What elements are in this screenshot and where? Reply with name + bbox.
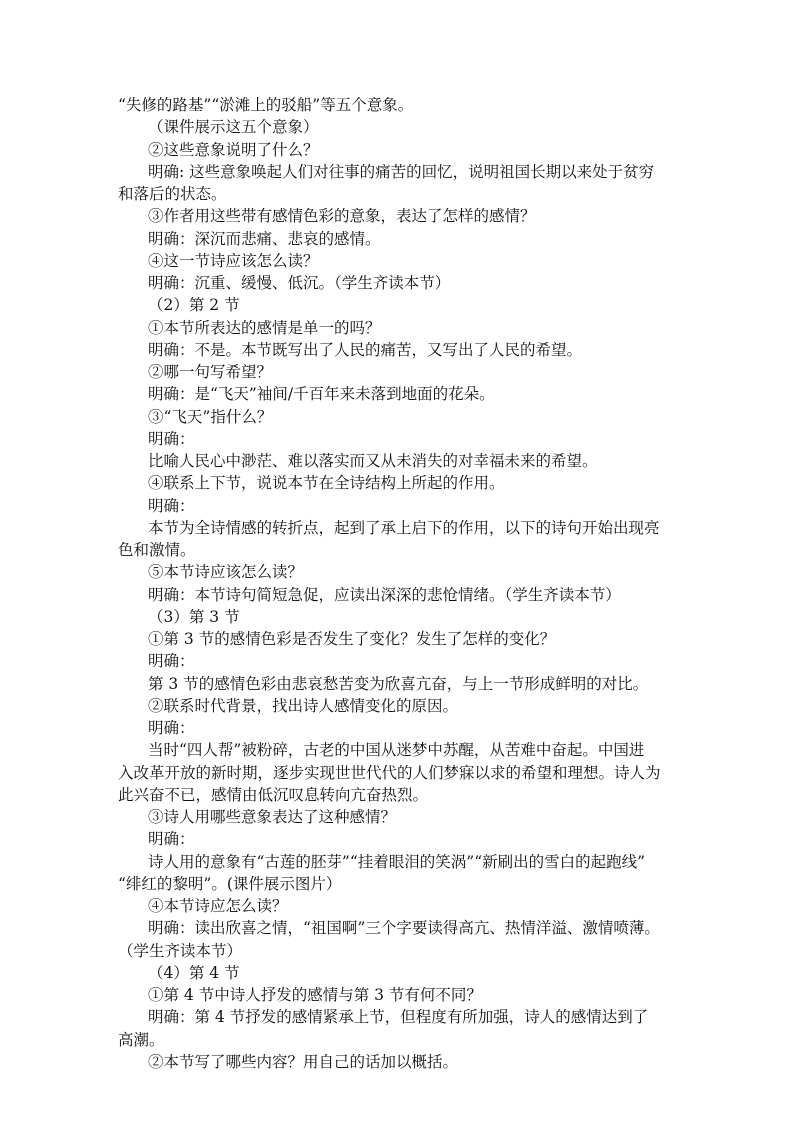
text-line: 比喻人民心中渺茫、难以落实而又从未消失的对幸福未来的希望。 bbox=[148, 452, 598, 470]
text-line: 本节为全诗情感的转折点，起到了承上启下的作用，以下的诗句开始出现亮 bbox=[148, 518, 660, 537]
text-line: ①第 3 节的感情色彩是否发生了变化？发生了怎样的变化？ bbox=[148, 630, 556, 648]
text-line: （学生齐读本节） bbox=[118, 941, 243, 960]
text-line: ②联系时代背景，找出诗人感情变化的原因。 bbox=[148, 696, 459, 715]
text-line: 明确：不是。本节既写出了人民的痛苦，又写出了人民的希望。 bbox=[148, 340, 583, 359]
text-line: ③“飞天”指什么？ bbox=[148, 407, 273, 426]
document-page bbox=[118, 94, 686, 1073]
text-line: 明确： bbox=[148, 429, 195, 448]
text-line: “失修的路基”“淤滩上的驳船”等五个意象。 bbox=[118, 96, 414, 114]
text-line: 当时“四人帮”被粉碎，古老的中国从迷梦中苏醒，从苦难中奋起。中国进 bbox=[148, 741, 645, 760]
text-line: ③诗人用哪些意象表达了这种感情？ bbox=[148, 808, 397, 826]
text-line: 此兴奋不已，感情由低沉叹息转向亢奋热烈。 bbox=[118, 785, 429, 804]
text-line: 诗人用的意象有“古莲的胚芽”“挂着眼泪的笑涡”“新刷出的雪白的起跑线” bbox=[148, 852, 646, 871]
text-line: （4）第 4 节 bbox=[148, 963, 240, 982]
text-line: 明确：是“飞天”袖间/千百年来未落到地面的花朵。 bbox=[148, 385, 495, 404]
text-line: 明确: 这些意象唤起人们对往事的痛苦的回忆，说明祖国长期以来处于贫穷 bbox=[148, 162, 655, 181]
text-line: 明确： bbox=[148, 652, 195, 671]
text-line: 明确：沉重、缓慢、低沉。（学生齐读本节） bbox=[148, 274, 451, 292]
text-line: 明确：深沉而悲痛、悲哀的感情。 bbox=[148, 229, 381, 248]
text-line: ⑤本节诗应该怎么读？ bbox=[148, 563, 304, 582]
text-line: ①本节所表达的感情是单一的吗？ bbox=[148, 318, 381, 337]
text-line: （课件展示这五个意象） bbox=[148, 118, 319, 137]
text-line: 高潮。 bbox=[118, 1030, 165, 1049]
text-line: 明确：本节诗句简短急促，应读出深深的悲怆情绪。（学生齐读本节） bbox=[148, 585, 621, 604]
text-line: 第 3 节的感情色彩由悲哀愁苦变为欣喜亢奋，与上一节形成鲜明的对比。 bbox=[148, 674, 649, 693]
text-line: ④联系上下节，说说本节在全诗结构上所起的作用。 bbox=[148, 474, 505, 493]
text-line: ②这些意象说明了什么？ bbox=[148, 140, 319, 159]
text-line: 色和激情。 bbox=[118, 541, 196, 559]
text-line: 明确：读出欣喜之情，“祖国啊”三个字要读得高亢、热情洋溢、激情喷薄。 bbox=[148, 919, 660, 938]
text-line: 和落后的状态。 bbox=[118, 185, 227, 203]
text-line: ③作者用这些带有感情色彩的意象，表达了怎样的感情？ bbox=[148, 207, 536, 226]
text-line: 明确：第 4 节抒发的感情紧承上节，但程度有所加强，诗人的感情达到了 bbox=[148, 1008, 649, 1027]
text-line: ①第 4 节中诗人抒发的感情与第 3 节有何不同？ bbox=[148, 986, 482, 1004]
text-line: ④这一节诗应该怎么读？ bbox=[148, 251, 319, 270]
text-line: 明确： bbox=[148, 719, 195, 737]
text-line: （3）第 3 节 bbox=[148, 607, 240, 626]
text-line: “绯红的黎明”。(课件展示图片） bbox=[118, 874, 342, 893]
text-line: ④本节诗应怎么读？ bbox=[148, 897, 288, 915]
text-line: 入改革开放的新时期，逐步实现世世代代的人们梦寐以求的希望和理想。诗人为 bbox=[118, 763, 661, 782]
text-line: 明确： bbox=[148, 830, 195, 849]
text-line: 明确： bbox=[148, 496, 195, 515]
text-line: ②本节写了哪些内容？用自己的话加以概括。 bbox=[148, 1052, 459, 1071]
text-line: （2）第 2 节 bbox=[148, 296, 240, 315]
text-line: ②哪一句写希望？ bbox=[148, 363, 273, 381]
